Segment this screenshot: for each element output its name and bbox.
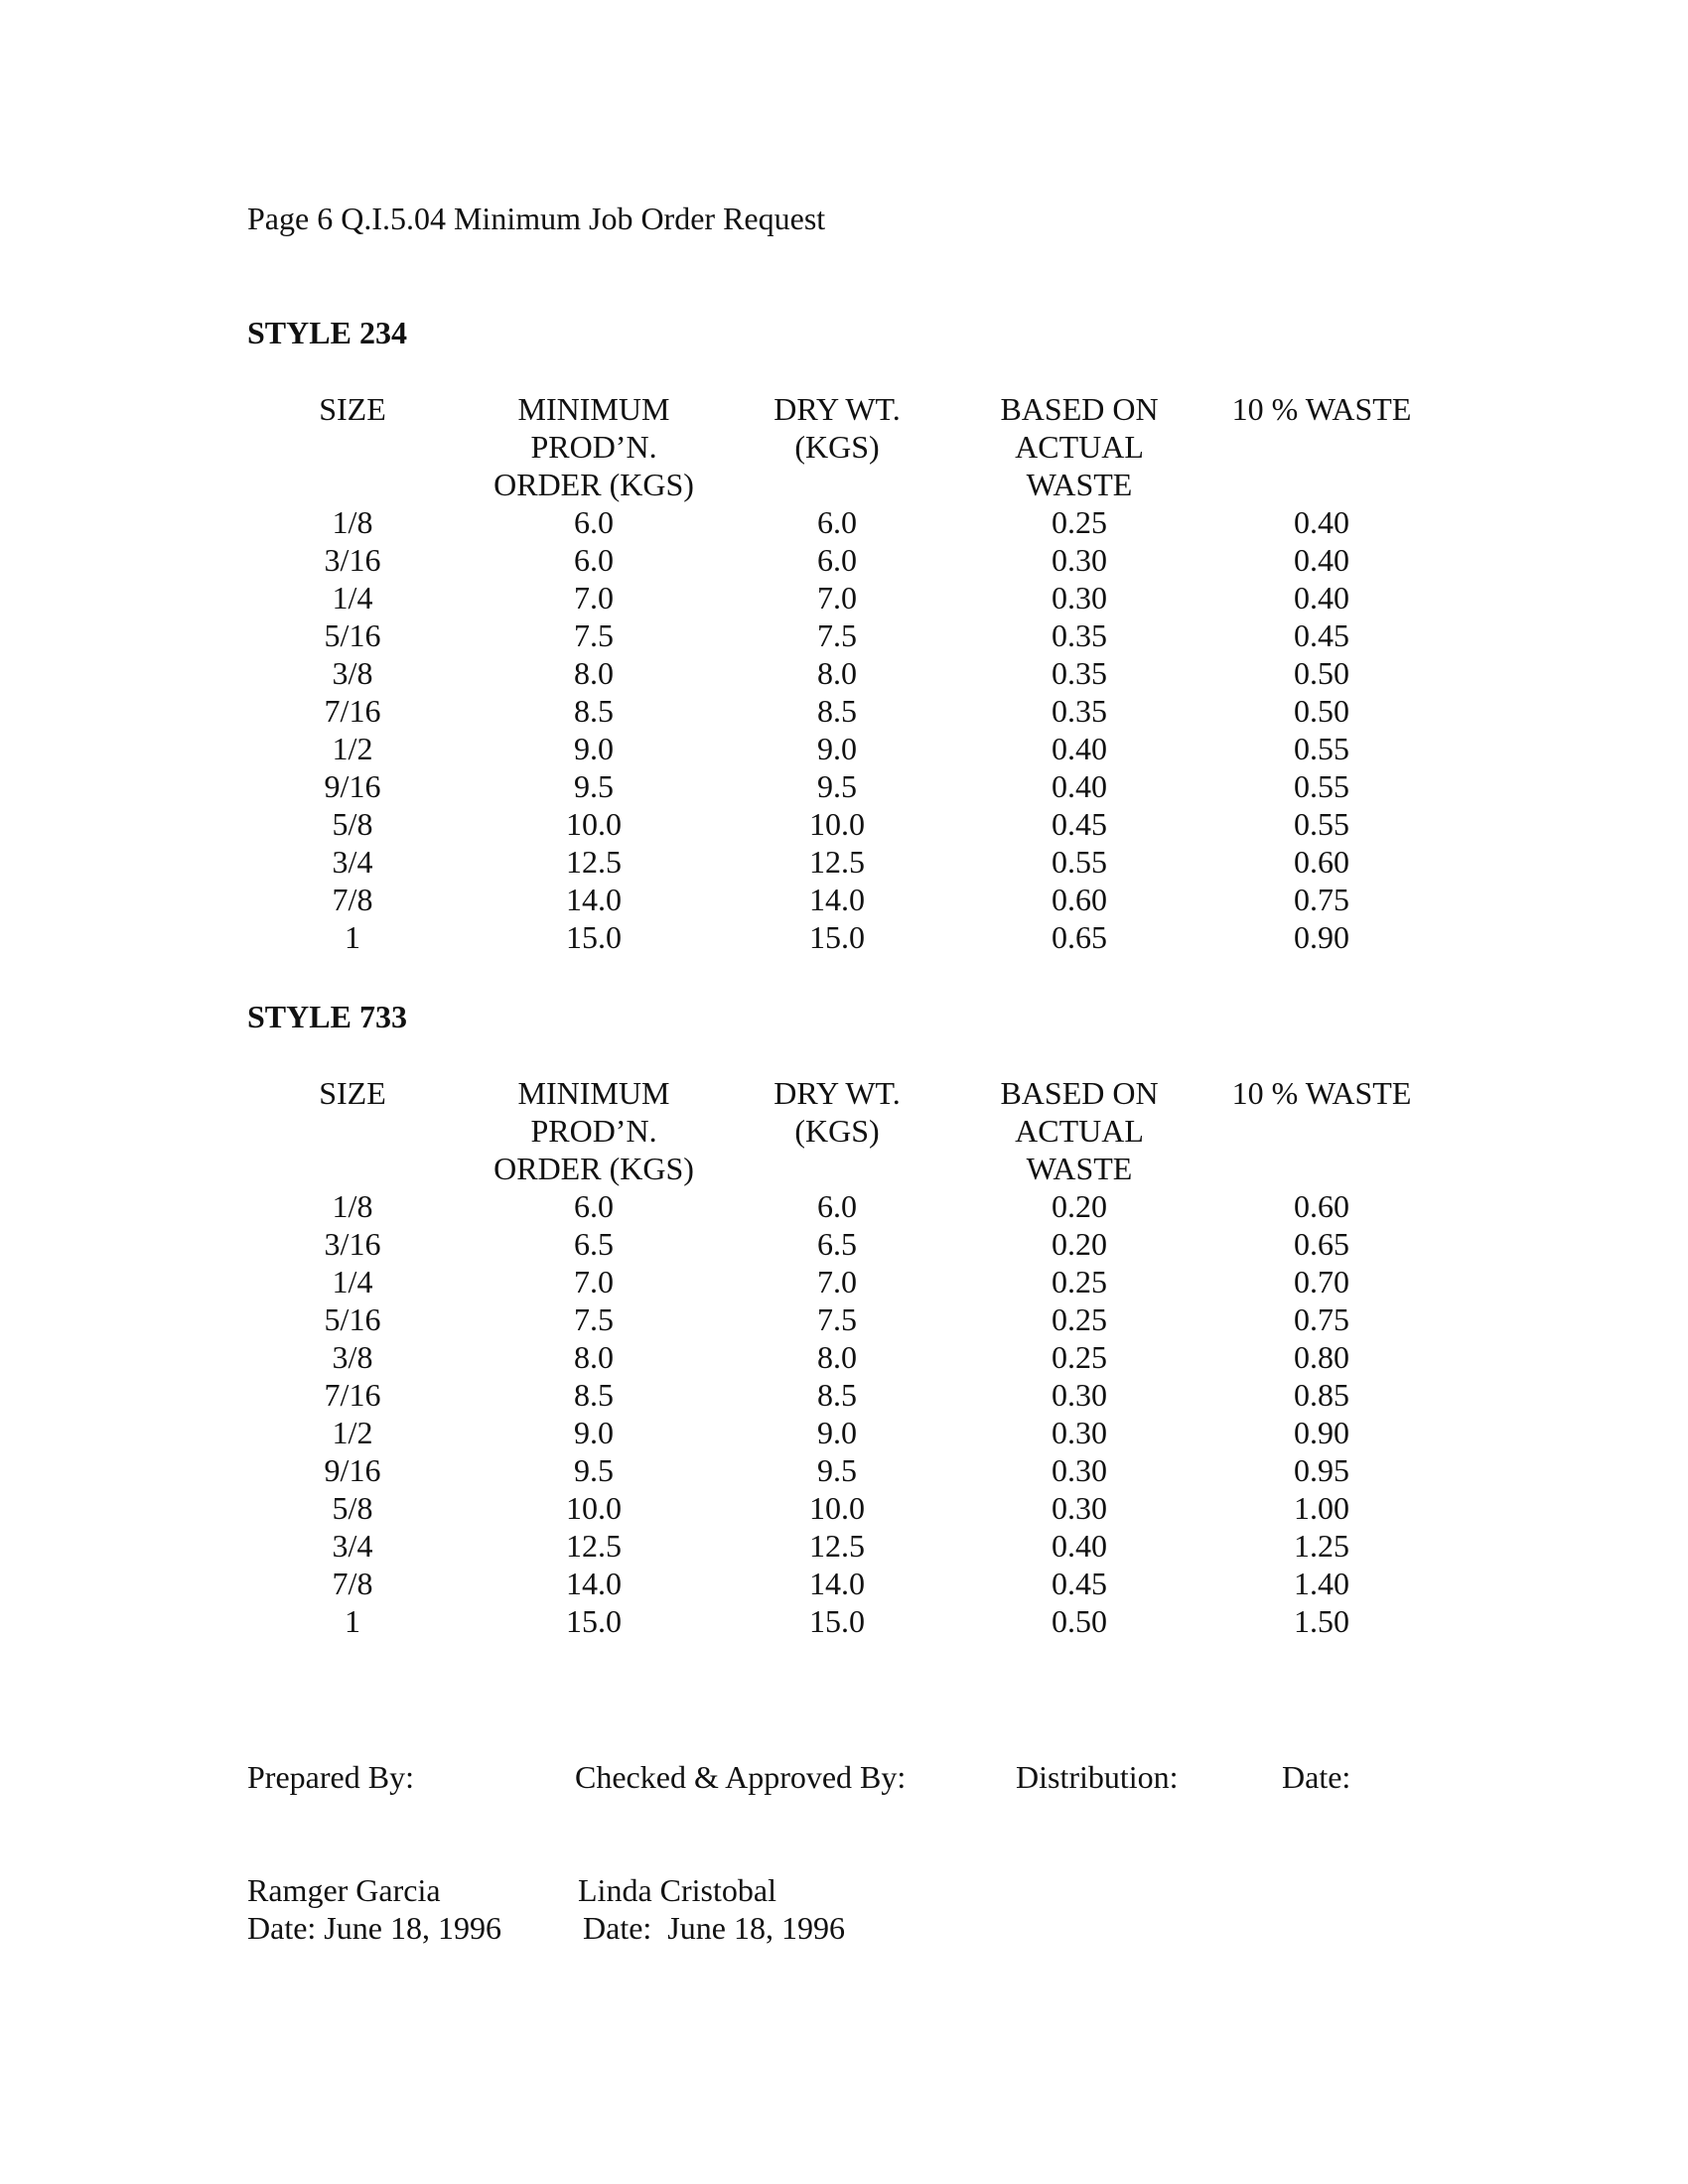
cell-actual-waste: 0.35 [1052,617,1107,653]
cell-actual-waste: 0.35 [1052,655,1107,691]
checked-approved-label: Checked & Approved By: [575,1759,907,1795]
cell-ten-pct-waste: 0.40 [1294,504,1349,540]
cell-dry-wt: 8.0 [817,655,857,691]
table-row [0,1263,1688,1300]
cell-dry-wt: 9.5 [817,1452,857,1488]
cell-ten-pct-waste: 0.70 [1294,1264,1349,1299]
cell-size: 1/4 [332,1264,373,1299]
cell-min-prod-order: 15.0 [566,919,622,955]
column-header-line: BASED ON [1000,391,1159,427]
cell-actual-waste: 0.40 [1052,1528,1107,1564]
column-header-line: SIZE [319,1075,386,1111]
cell-dry-wt: 15.0 [809,919,865,955]
cell-size: 1/2 [332,1415,373,1450]
cell-dry-wt: 6.0 [817,542,857,578]
column-header-line: PROD’N. [530,1113,657,1149]
table-row [0,616,1688,654]
cell-ten-pct-waste: 0.55 [1294,806,1349,842]
page-header: Page 6 Q.I.5.04 Minimum Job Order Request [247,201,826,236]
style-733-heading: STYLE 733 [247,999,407,1034]
table-row [0,541,1688,579]
column-header-line: ACTUAL [1015,1113,1144,1149]
cell-actual-waste: 0.25 [1052,1301,1107,1337]
table-body [0,1187,1688,1640]
cell-min-prod-order: 14.0 [566,1566,622,1601]
cell-size: 7/8 [332,1566,373,1601]
column-header-line: ORDER (KGS) [493,1151,694,1186]
cell-size: 3/8 [332,1339,373,1375]
table-row [0,1489,1688,1527]
table-body [0,503,1688,956]
cell-actual-waste: 0.30 [1052,1415,1107,1450]
cell-min-prod-order: 7.5 [574,617,614,653]
cell-ten-pct-waste: 0.75 [1294,882,1349,917]
cell-actual-waste: 0.30 [1052,1377,1107,1413]
cell-min-prod-order: 9.5 [574,1452,614,1488]
cell-actual-waste: 0.25 [1052,1264,1107,1299]
table-row [0,1451,1688,1489]
cell-dry-wt: 8.5 [817,693,857,729]
cell-size: 1/2 [332,731,373,766]
cell-ten-pct-waste: 0.90 [1294,919,1349,955]
cell-min-prod-order: 7.0 [574,580,614,615]
table-row [0,1187,1688,1225]
prepared-by-name: Ramger Garcia [247,1872,441,1908]
cell-dry-wt: 10.0 [809,806,865,842]
column-header-actual-waste [1000,1074,1158,1187]
cell-size: 5/16 [324,1301,381,1337]
cell-size: 5/8 [332,806,373,842]
cell-ten-pct-waste: 0.65 [1294,1226,1349,1262]
cell-actual-waste: 0.40 [1052,768,1107,804]
prepared-by-date: Date: June 18, 1996 [247,1910,501,1946]
cell-min-prod-order: 6.5 [574,1226,614,1262]
column-header-line: BASED ON [1000,1075,1159,1111]
cell-actual-waste: 0.30 [1052,1452,1107,1488]
cell-dry-wt: 9.0 [817,1415,857,1450]
cell-ten-pct-waste: 0.60 [1294,844,1349,880]
table-row [0,805,1688,843]
table-row [0,579,1688,616]
cell-size: 1/8 [332,1188,373,1224]
cell-dry-wt: 15.0 [809,1603,865,1639]
cell-min-prod-order: 7.0 [574,1264,614,1299]
cell-size: 7/16 [324,1377,381,1413]
cell-size: 5/16 [324,617,381,653]
column-header-line: PROD’N. [530,429,657,465]
cell-ten-pct-waste: 0.50 [1294,693,1349,729]
table-row [0,843,1688,881]
cell-ten-pct-waste: 0.60 [1294,1188,1349,1224]
cell-size: 3/16 [324,542,381,578]
cell-ten-pct-waste: 0.85 [1294,1377,1349,1413]
column-header-min-prod-order [493,1074,694,1187]
cell-dry-wt: 7.0 [817,1264,857,1299]
cell-min-prod-order: 12.5 [566,1528,622,1564]
cell-ten-pct-waste: 0.75 [1294,1301,1349,1337]
table-row [0,1338,1688,1376]
cell-dry-wt: 7.5 [817,1301,857,1337]
cell-size: 7/16 [324,693,381,729]
cell-ten-pct-waste: 0.40 [1294,542,1349,578]
table-row [0,1225,1688,1263]
cell-ten-pct-waste: 0.55 [1294,768,1349,804]
distribution-label: Distribution: [1016,1759,1179,1795]
table-row [0,881,1688,918]
cell-actual-waste: 0.40 [1052,731,1107,766]
column-header-line: ACTUAL [1015,429,1144,465]
table-row [0,1300,1688,1338]
column-header-line: MINIMUM [517,391,670,427]
cell-actual-waste: 0.50 [1052,1603,1107,1639]
cell-min-prod-order: 14.0 [566,882,622,917]
cell-size: 3/4 [332,1528,373,1564]
column-header-line: 10 % WASTE [1231,1075,1412,1111]
cell-min-prod-order: 10.0 [566,1490,622,1526]
cell-min-prod-order: 8.0 [574,655,614,691]
cell-dry-wt: 8.0 [817,1339,857,1375]
cell-size: 7/8 [332,882,373,917]
cell-dry-wt: 12.5 [809,1528,865,1564]
table-row [0,918,1688,956]
cell-min-prod-order: 7.5 [574,1301,614,1337]
column-header-min-prod-order [493,390,694,503]
cell-size: 1 [345,1603,360,1639]
cell-ten-pct-waste: 0.95 [1294,1452,1349,1488]
checked-by-date: Date: June 18, 1996 [583,1910,845,1946]
cell-ten-pct-waste: 0.80 [1294,1339,1349,1375]
column-header-line: WASTE [1026,467,1133,502]
cell-min-prod-order: 6.0 [574,504,614,540]
cell-min-prod-order: 12.5 [566,844,622,880]
table-row [0,1565,1688,1602]
table-row [0,1602,1688,1640]
table-row [0,767,1688,805]
cell-ten-pct-waste: 0.55 [1294,731,1349,766]
cell-min-prod-order: 9.0 [574,1415,614,1450]
cell-actual-waste: 0.55 [1052,844,1107,880]
cell-min-prod-order: 15.0 [566,1603,622,1639]
cell-size: 3/4 [332,844,373,880]
cell-actual-waste: 0.20 [1052,1226,1107,1262]
cell-dry-wt: 8.5 [817,1377,857,1413]
cell-ten-pct-waste: 0.90 [1294,1415,1349,1450]
column-header-line: (KGS) [794,1113,880,1149]
cell-actual-waste: 0.60 [1052,882,1107,917]
cell-actual-waste: 0.30 [1052,542,1107,578]
cell-min-prod-order: 9.5 [574,768,614,804]
column-header-line: WASTE [1026,1151,1133,1186]
checked-by-name: Linda Cristobal [578,1872,776,1908]
cell-actual-waste: 0.65 [1052,919,1107,955]
cell-ten-pct-waste: 1.00 [1294,1490,1349,1526]
cell-size: 1/4 [332,580,373,615]
column-header-line: (KGS) [794,429,880,465]
cell-ten-pct-waste: 1.50 [1294,1603,1349,1639]
cell-actual-waste: 0.45 [1052,806,1107,842]
cell-actual-waste: 0.25 [1052,1339,1107,1375]
cell-min-prod-order: 10.0 [566,806,622,842]
column-header-line: SIZE [319,391,386,427]
cell-actual-waste: 0.20 [1052,1188,1107,1224]
column-header-size [319,1074,386,1112]
cell-min-prod-order: 6.0 [574,542,614,578]
column-header-dry-wt [774,390,900,466]
cell-actual-waste: 0.25 [1052,504,1107,540]
style-234-heading: STYLE 234 [247,315,407,350]
cell-dry-wt: 7.5 [817,617,857,653]
cell-size: 1 [345,919,360,955]
column-header-line: DRY WT. [774,1075,901,1111]
cell-min-prod-order: 8.5 [574,1377,614,1413]
cell-dry-wt: 6.0 [817,1188,857,1224]
table-row [0,1376,1688,1414]
cell-min-prod-order: 8.5 [574,693,614,729]
column-header-line: ORDER (KGS) [493,467,694,502]
date-label: Date: [1282,1759,1351,1795]
column-header-dry-wt [774,1074,900,1150]
cell-min-prod-order: 8.0 [574,1339,614,1375]
cell-ten-pct-waste: 0.40 [1294,580,1349,615]
cell-size: 9/16 [324,1452,381,1488]
cell-actual-waste: 0.35 [1052,693,1107,729]
table-row [0,503,1688,541]
cell-ten-pct-waste: 1.25 [1294,1528,1349,1564]
cell-actual-waste: 0.45 [1052,1566,1107,1601]
table-row [0,1527,1688,1565]
cell-dry-wt: 6.5 [817,1226,857,1262]
cell-dry-wt: 14.0 [809,1566,865,1601]
cell-dry-wt: 6.0 [817,504,857,540]
cell-size: 5/8 [332,1490,373,1526]
prepared-by-label: Prepared By: [247,1759,414,1795]
column-header-line: MINIMUM [517,1075,670,1111]
cell-min-prod-order: 9.0 [574,731,614,766]
cell-dry-wt: 9.5 [817,768,857,804]
column-header-line: 10 % WASTE [1231,391,1412,427]
cell-min-prod-order: 6.0 [574,1188,614,1224]
cell-actual-waste: 0.30 [1052,1490,1107,1526]
cell-ten-pct-waste: 0.45 [1294,617,1349,653]
column-header-ten-pct-waste [1232,1074,1412,1112]
cell-dry-wt: 9.0 [817,731,857,766]
cell-size: 1/8 [332,504,373,540]
cell-size: 3/8 [332,655,373,691]
cell-dry-wt: 12.5 [809,844,865,880]
table-row [0,654,1688,692]
table-row [0,692,1688,730]
column-header-ten-pct-waste [1232,390,1412,428]
table-row [0,730,1688,767]
column-header-size [319,390,386,428]
cell-size: 9/16 [324,768,381,804]
cell-actual-waste: 0.30 [1052,580,1107,615]
cell-dry-wt: 7.0 [817,580,857,615]
table-row [0,1414,1688,1451]
column-header-line: DRY WT. [774,391,901,427]
cell-dry-wt: 14.0 [809,882,865,917]
column-header-actual-waste [1000,390,1158,503]
cell-ten-pct-waste: 0.50 [1294,655,1349,691]
cell-size: 3/16 [324,1226,381,1262]
cell-dry-wt: 10.0 [809,1490,865,1526]
cell-ten-pct-waste: 1.40 [1294,1566,1349,1601]
